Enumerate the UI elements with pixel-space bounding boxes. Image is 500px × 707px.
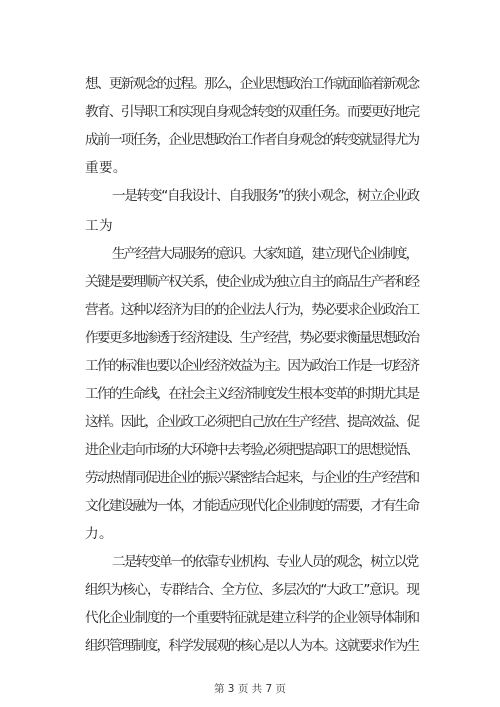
text-line: 工作的标准也要以企业经济效益为主。因为政治工作是一切经济 [85, 358, 419, 374]
text-line: 代化企业制度的一个重要特征就是建立科学的企业领导体制和 [85, 610, 419, 626]
page-number-footer: 第 3 页 共 7 页 [213, 683, 287, 695]
text-line: 作要更多地渗透于经济建设、生产经营，势必要求衡量思想政治 [85, 330, 419, 346]
text-line: 进企业走向市场的大环境中去考验,必须把提高职工的思想觉悟、 [85, 442, 418, 458]
paragraph-first-line: 一是转变“自我设计、自我服务”的狭小观念，树立企业政 [112, 188, 419, 204]
text-line: 文化建设融为一体，才能适应现代化企业制度的需要，才有生命 [85, 498, 419, 514]
text-line: 力。 [85, 526, 113, 542]
text-line: 成前一项任务，企业思想政治工作者自身观念的转变就显得尤为 [85, 132, 419, 148]
text-line: 教育、引导职工和实现自身观念转变的双重任务。而要更好地完 [85, 104, 419, 120]
text-line: 这样。因此，企业政工必须把自己放在生产经营、提高效益、促 [85, 414, 419, 430]
text-line: 组织管理制度，科学发展观的核心是以人为本。这就要求作为生 [85, 638, 419, 654]
text-line: 营者。这种以经济为目的的企业法人行为，势必要求企业政治工 [85, 302, 419, 318]
paragraph-first-line: 二是转变单一的依靠专业机构、专业人员的观念，树立以党 [112, 554, 418, 570]
text-line: 重要。 [85, 160, 127, 176]
text-line: 想、更新观念的过程。那么，企业思想政治工作就面临着新观念 [85, 76, 419, 92]
text-line: 劳动热情同促进企业的振兴紧密结合起来，与企业的生产经营和 [85, 470, 419, 486]
text-line: 工作的生命线，在社会主义经济制度发生根本变革的时期尤其是 [85, 386, 419, 402]
text-line: 工为 [85, 218, 113, 234]
paragraph-first-line: 生产经营大局服务的意识。大家知道，建立现代企业制度， [112, 246, 418, 262]
text-line: 组织为核心，专群结合、全方位、多层次的“大政工”意识。现 [85, 582, 419, 598]
text-line: 关键是要理顺产权关系，使企业成为独立自主的商品生产者和经 [85, 274, 419, 290]
